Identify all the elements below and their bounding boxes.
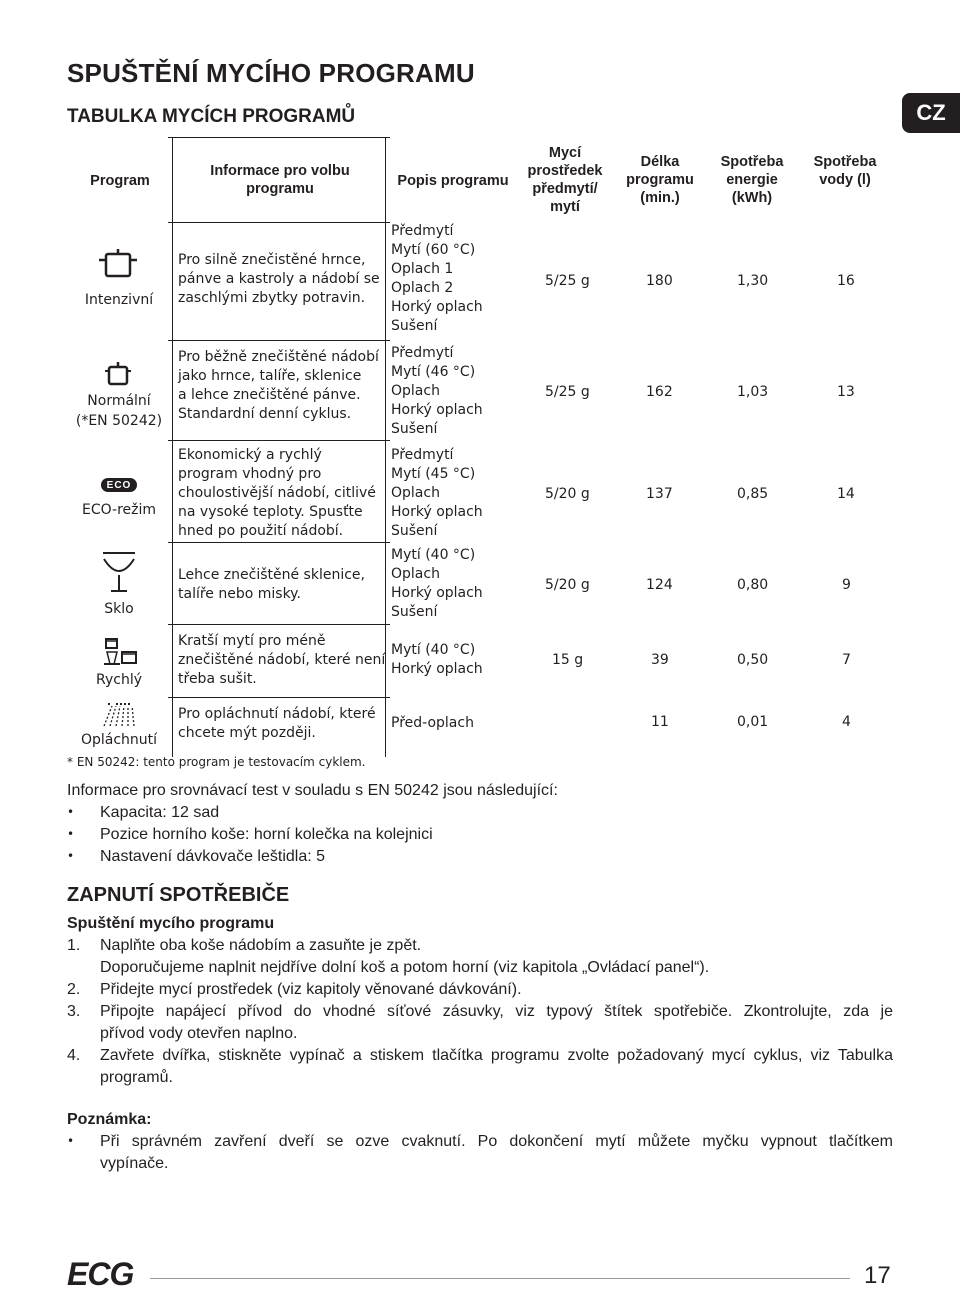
desc-line: Sušení xyxy=(391,604,438,620)
desc-line: Mytí (45 °C) xyxy=(391,466,476,482)
test-intro: Informace pro srovnávací test v souladu s EN 50242 jsou následující: xyxy=(67,782,558,799)
wine-glass-icon xyxy=(101,551,137,593)
desc-line: Sušení xyxy=(391,421,438,437)
water-value: 16 xyxy=(837,273,855,289)
desc-line: Mytí (46 °C) xyxy=(391,364,476,380)
table-divider xyxy=(168,624,390,625)
eco-icon: ECO xyxy=(101,478,137,492)
info-line: Pro silně znečistěné hrnce, xyxy=(178,252,366,268)
note-text: Při správném zavření dveří se ozve cvaknutí. Po dokončení mytí můžete myčku vypnout tlačítkem xyxy=(100,1133,893,1150)
table-divider xyxy=(168,542,390,543)
desc-line: Sušení xyxy=(391,523,438,539)
duration-value: 137 xyxy=(646,486,673,502)
desc-line: Předmytí xyxy=(391,223,454,239)
energy-value: 0,50 xyxy=(737,652,769,668)
program-name: Intenzivní xyxy=(84,292,154,308)
quick-icon xyxy=(104,636,138,666)
bullet-icon: • xyxy=(67,827,75,841)
table-divider xyxy=(168,697,390,698)
step-number: 1. xyxy=(67,937,81,954)
step-text: přívod vody otevřen naplno. xyxy=(100,1025,298,1042)
energy-value: 0,01 xyxy=(737,714,769,730)
step-number: 2. xyxy=(67,981,81,998)
desc-line: Sušení xyxy=(391,318,438,334)
note-text: vypínače. xyxy=(100,1155,169,1172)
desc-line: Mytí (40 °C) xyxy=(391,642,476,658)
step-number: 4. xyxy=(67,1047,81,1064)
table-divider xyxy=(168,222,390,223)
water-value: 9 xyxy=(842,577,851,593)
desc-line: Oplach 2 xyxy=(391,280,454,296)
duration-value: 39 xyxy=(651,652,669,668)
note-title: Poznámka: xyxy=(67,1111,152,1128)
water-value: 13 xyxy=(837,384,855,400)
step-text: Přidejte mycí prostředek (viz kapitoly věnované dávkování). xyxy=(100,981,522,998)
step-text: programů. xyxy=(100,1069,173,1086)
program-name: Opláchnutí xyxy=(80,732,158,748)
section-title: ZAPNUTÍ SPOTŘEBIČE xyxy=(67,884,290,906)
desc-line: Oplach 1 xyxy=(391,261,454,277)
info-line: choulostivější nádobí, citlivé xyxy=(178,485,376,501)
desc-line: Předmytí xyxy=(391,345,454,361)
header-program: Program xyxy=(90,173,150,189)
info-line: program vhodný pro xyxy=(178,466,322,482)
header-desc: Popis programu xyxy=(397,173,509,189)
brand-logo: ECG xyxy=(67,1256,134,1292)
step-text: Naplňte oba koše nádobím a zasuňte je zpět. xyxy=(100,937,422,954)
footer-rule xyxy=(150,1278,850,1279)
table-title: TABULKA MYCÍCH PROGRAMŮ xyxy=(67,106,356,127)
rinse-icon xyxy=(102,702,136,728)
duration-value: 180 xyxy=(646,273,673,289)
detergent-value: 5/25 g xyxy=(545,273,590,289)
desc-line: Oplach xyxy=(391,566,440,582)
page-title: SPUŠTĚNÍ MYCÍHO PROGRAMU xyxy=(67,58,475,88)
energy-value: 0,85 xyxy=(737,486,769,502)
water-value: 7 xyxy=(842,652,851,668)
table-divider xyxy=(168,137,390,138)
duration-value: 11 xyxy=(651,714,669,730)
info-line: a lehce znečištěné pánve. xyxy=(178,387,361,403)
water-value: 4 xyxy=(842,714,851,730)
info-line: Pro opláchnutí nádobí, které xyxy=(178,706,376,722)
step-number: 3. xyxy=(67,1003,81,1020)
desc-line: Horký oplach xyxy=(391,504,483,520)
list-item: Kapacita: 12 sad xyxy=(100,804,220,821)
info-line: na vysoké teploty. Spusťte xyxy=(178,504,363,520)
desc-line: Horký oplach xyxy=(391,299,483,315)
list-item: Pozice horního koše: horní kolečka na kolejnici xyxy=(100,826,433,843)
detergent-value: 15 g xyxy=(552,652,584,668)
bullet-icon: • xyxy=(67,805,75,819)
program-name: Sklo xyxy=(104,601,134,617)
page-number: 17 xyxy=(864,1262,891,1289)
info-line: Kratší mytí pro méně xyxy=(178,633,326,649)
info-line: chcete mýt později. xyxy=(178,725,316,741)
desc-line: Předmytí xyxy=(391,447,454,463)
header-detergent: Mycí prostředek předmytí/ mytí xyxy=(527,145,603,215)
energy-value: 0,80 xyxy=(737,577,769,593)
info-line: zaschlými zbytky potravin. xyxy=(178,290,366,306)
desc-line: Mytí (40 °C) xyxy=(391,547,476,563)
desc-line: Oplach xyxy=(391,383,440,399)
desc-line: Horký oplach xyxy=(391,402,483,418)
header-water: Spotřeba vody (l) xyxy=(813,154,877,188)
program-name: ECO-režim xyxy=(81,502,157,518)
header-info: Informace pro volbu programu xyxy=(210,163,350,197)
energy-value: 1,30 xyxy=(737,273,769,289)
table-divider xyxy=(168,340,390,341)
desc-line: Oplach xyxy=(391,485,440,501)
header-energy: Spotřeba energie (kWh) xyxy=(720,154,784,206)
water-value: 14 xyxy=(837,486,855,502)
desc-line: Horký oplach xyxy=(391,585,483,601)
table-divider xyxy=(168,440,390,441)
program-name: Rychlý xyxy=(96,672,142,688)
table-divider xyxy=(172,137,173,757)
step-text: Doporučujeme naplnit nejdříve dolní koš a potom horní (viz kapitola „Ovládací panel“). xyxy=(100,959,710,976)
energy-value: 1,03 xyxy=(737,384,769,400)
step-text: Připojte napájecí přívod do vhodné síťové zásuvky, viz typový štítek spotřebiče. Zkontrolujte, zda je xyxy=(100,1003,893,1020)
info-line: Pro běžně znečištěné nádobí xyxy=(178,349,379,365)
list-item: Nastavení dávkovače leštidla: 5 xyxy=(100,848,326,865)
step-text: Zavřete dvířka, stiskněte vypínač a stiskem tlačítka programu zvolte požadovaný mycí cyklus, viz Tabulka xyxy=(100,1047,893,1064)
bullet-icon: • xyxy=(67,849,75,863)
detergent-value: 5/20 g xyxy=(545,486,590,502)
detergent-value: 5/20 g xyxy=(545,577,590,593)
header-duration: Délka programu (min.) xyxy=(626,154,694,206)
desc-line: Mytí (60 °C) xyxy=(391,242,476,258)
section-subtitle: Spuštění mycího programu xyxy=(67,915,275,932)
info-line: znečištěné nádobí, které není xyxy=(178,652,386,668)
info-line: hned po použití nádobí. xyxy=(178,523,344,539)
desc-line: Před-oplach xyxy=(391,715,474,731)
info-line: talíře nebo misky. xyxy=(178,586,301,602)
duration-value: 162 xyxy=(646,384,673,400)
desc-line: Horký oplach xyxy=(391,661,483,677)
language-badge: CZ xyxy=(902,93,960,133)
info-line: Standardní denní cyklus. xyxy=(178,406,352,422)
info-line: Lehce znečištěné sklenice, xyxy=(178,567,365,583)
detergent-value: 5/25 g xyxy=(545,384,590,400)
program-name: Normální xyxy=(87,393,151,409)
info-line: Ekonomický a rychlý xyxy=(178,447,322,463)
info-line: jako hrnce, talíře, sklenice xyxy=(178,368,362,384)
info-line: pánve a kastroly a nádobí se xyxy=(178,271,380,287)
program-note: (*EN 50242) xyxy=(75,413,163,429)
duration-value: 124 xyxy=(646,577,673,593)
info-line: třeba sušit. xyxy=(178,671,257,687)
pot-icon xyxy=(98,248,138,280)
small-pot-icon xyxy=(104,362,132,386)
bullet-icon: • xyxy=(67,1134,75,1148)
footnote: * EN 50242: tento program je testovacím cyklem. xyxy=(67,755,366,769)
